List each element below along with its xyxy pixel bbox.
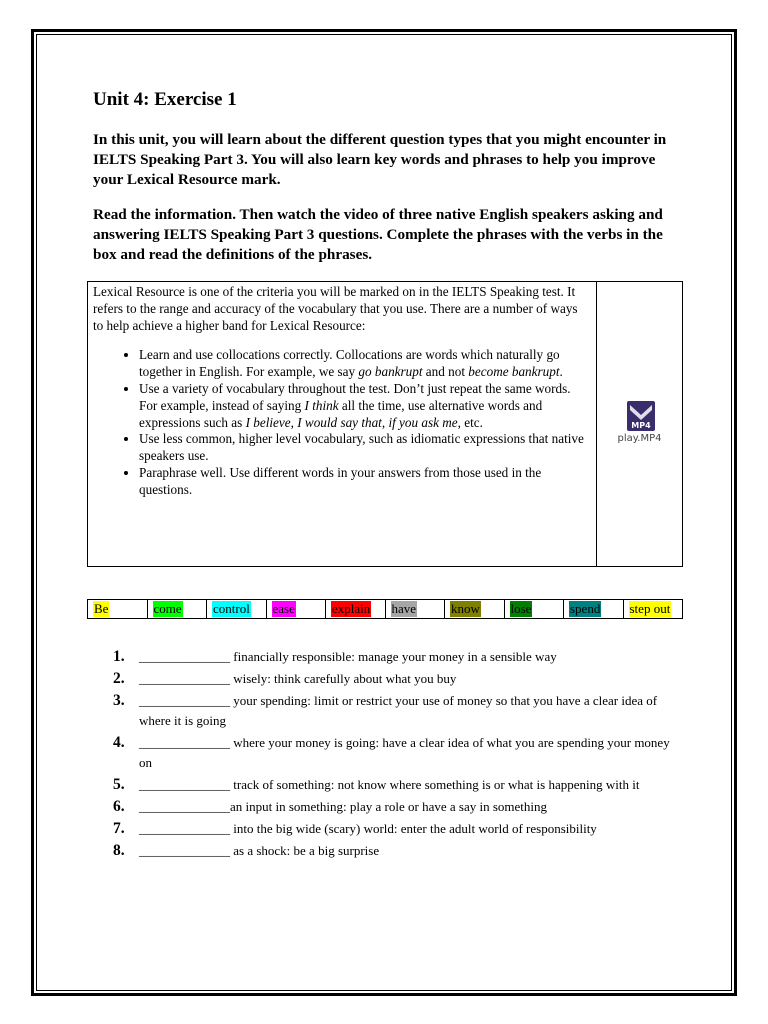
verb-cell <box>624 600 683 618</box>
answer-blank[interactable]: ______________ <box>139 649 230 664</box>
tip-collocations: • Learn and use collocations correctly. Collocations are words which naturally go together in English. For example, we say go bankrupt and not become bankrupt. <box>139 347 591 381</box>
verb-cell <box>148 600 208 618</box>
exercise-item <box>113 819 673 839</box>
exercise-number: 1. <box>113 648 125 665</box>
exercise-item <box>113 669 673 689</box>
exercise-definition: into the big wide (scary) world: enter the adult world of responsibility <box>230 821 597 836</box>
exercise-item <box>113 797 673 817</box>
exercise-definition: wisely: think carefully about what you buy <box>230 671 457 686</box>
intro-paragraph: In this unit, you will learn about the different question types that you might encounter in IELTS Speaking Part 3. You will also learn key words and phrases to help you improve your Lexical Resource mark. <box>93 131 667 188</box>
answer-blank[interactable]: ______________ <box>139 843 230 858</box>
verb-cell <box>88 600 148 618</box>
verb-word: come <box>153 601 182 616</box>
answer-blank[interactable]: ______________ <box>139 671 230 686</box>
exercise-number: 6. <box>113 798 125 815</box>
verb-cell <box>267 600 327 618</box>
exercise-number: 2. <box>113 670 125 687</box>
mp4-file-icon[interactable] <box>626 400 656 432</box>
exercise-item <box>113 733 673 773</box>
exercise-number: 5. <box>113 776 125 793</box>
exercise-list <box>113 647 673 863</box>
verb-cell <box>505 600 565 618</box>
tip-paraphrase: • Paraphrase well. Use different words in your answers from those used in the questions. <box>139 465 591 499</box>
exercise-number: 3. <box>113 692 125 709</box>
verb-word: know <box>451 601 480 616</box>
verb-cell <box>564 600 624 618</box>
verb-word: explain <box>332 601 371 616</box>
verb-word: step out <box>629 601 671 616</box>
exercise-definition: your spending: limit or restrict your use of money so that you have a clear idea of where it is going <box>139 693 658 728</box>
verb-word: control <box>213 601 250 616</box>
instructions-paragraph: Read the information. Then watch the video of three native English speakers asking and answering IELTS Speaking Part 3 questions. Complete the phrases with the verbs in the box and read the definitions of the phrases. <box>93 206 663 263</box>
verb-cell <box>445 600 505 618</box>
exercise-number: 7. <box>113 820 125 837</box>
verb-cell <box>326 600 386 618</box>
verb-box <box>87 599 683 619</box>
exercise-item <box>113 841 673 861</box>
answer-blank[interactable]: ______________ <box>139 799 230 814</box>
svg-text:MP4: MP4 <box>631 421 651 430</box>
exercise-definition: financially responsible: manage your money in a sensible way <box>230 649 557 664</box>
lexical-resource-table <box>87 281 683 567</box>
video-attachment[interactable] <box>597 282 682 566</box>
verb-word: have <box>391 601 417 616</box>
exercise-number: 4. <box>113 734 125 751</box>
verb-cell <box>386 600 446 618</box>
tip-idiomatic: • Use less common, higher level vocabulary, such as idiomatic expressions that native speakers use. <box>139 431 591 465</box>
video-file-name[interactable]: play.MP4 <box>617 433 662 444</box>
exercise-item <box>113 691 673 731</box>
tip-variety: • Use a variety of vocabulary throughout the test. Don’t just repeat the same words. For example, instead of saying I think all the time, use alternative words and expressions such as I believe, I would say that, if you ask me, etc. <box>139 381 591 431</box>
exercise-item <box>113 647 673 667</box>
exercise-definition: an input in something: play a role or have a say in something <box>230 799 547 814</box>
exercise-item <box>113 775 673 795</box>
tips-list <box>93 347 591 498</box>
answer-blank[interactable]: ______________ <box>139 735 230 750</box>
answer-blank[interactable]: ______________ <box>139 693 230 708</box>
exercise-definition: as a shock: be a big surprise <box>230 843 380 858</box>
lexical-resource-info-cell <box>88 282 597 566</box>
verb-word: Be <box>94 601 109 616</box>
answer-blank[interactable]: ______________ <box>139 777 230 792</box>
exercise-definition: where your money is going: have a clear idea of what you are spending your money on <box>139 735 670 770</box>
exercise-number: 8. <box>113 842 125 859</box>
verb-word: spend <box>570 601 601 616</box>
page-title: Unit 4: Exercise 1 <box>93 89 237 110</box>
verb-word: ease <box>272 601 295 616</box>
exercise-definition: track of something: not know where something is or what is happening with it <box>230 777 640 792</box>
info-paragraph: Lexical Resource is one of the criteria you will be marked on in the IELTS Speaking test. It refers to the range and accuracy of the vocabulary that you use. There are a number of ways to help achieve a higher band for Lexical Resource: <box>93 284 578 333</box>
answer-blank[interactable]: ______________ <box>139 821 230 836</box>
verb-word: lose <box>510 601 532 616</box>
verb-cell <box>207 600 267 618</box>
